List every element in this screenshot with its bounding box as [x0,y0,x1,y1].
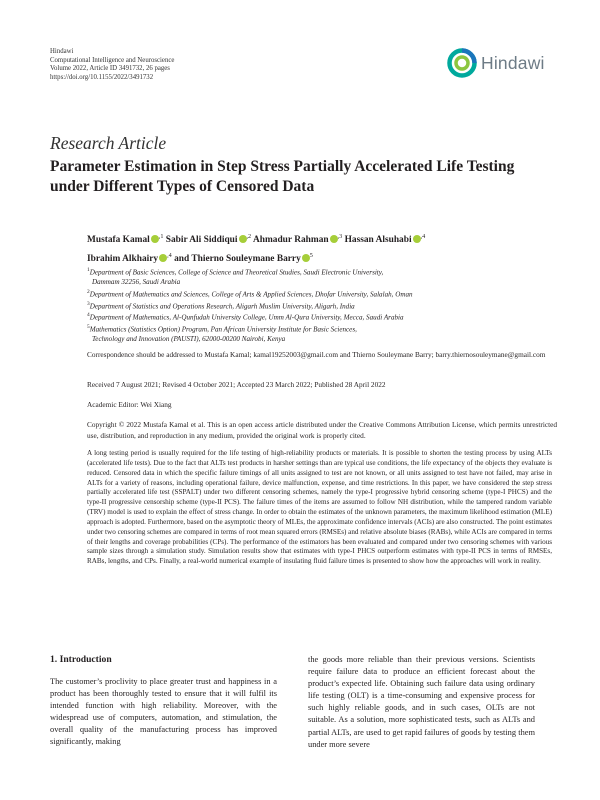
affiliation: $^2$Department of Mathematics and Sciences, College of Arts & Applied Sciences, Dhofar University, Salalah, Oman [87,288,413,298]
publisher-name: Hindawi [50,48,74,55]
author-list: Mustafa Kamal $^{,1}$ Sabir Ali Siddiqui $^{,2}$ Ahmadur Rahman $^{,3}$ Hassan Alsuhabi $^{,4}$ Ibrahim Alkhairy $^{,4}$ and Thierno Souleymane Barry $^5$ [87,233,426,265]
orcid-icon[interactable] [151,235,159,243]
affiliation: $^3$Department of Statistics and Operations Research, Aligarh Muslim University, Aligarh, India [87,300,355,310]
volume-info: Volume 2022, Article ID 3491732, 26 pages [50,65,170,73]
affiliation-list [87,266,557,345]
author-affiliation-number: ,4 [167,252,172,260]
journal-name: Computational Intelligence and Neuroscience [50,56,175,64]
paper-title: Parameter Estimation in Step Stress Partially Accelerated Life Testing under Different Types of Censored Data [50,158,515,195]
affiliation: $^1$Department of Basic Sciences, College of Science and Theoretical Studies, Saudi Electronic University, Dammam 32256, Saudi Arabia [87,267,384,286]
author-name: Ahmadur Rahman [252,235,329,246]
author-affiliation-number: ,2 [246,233,252,240]
logo-wordmark: Hindawi [481,52,545,73]
doi-link[interactable]: https://doi.org/10.1155/2022/3491732 [50,73,154,81]
affiliation: $^4$Department of Mathematics, Al-Qunfudah University College, Umm Al-Qura University, Mecca, Saudi Arabia [87,312,404,322]
intro-column-right: the goods more reliable than their previous versions. Scientists require failure data to produce an efficient forecast about the product’s expected life. Obtaining such failure data using ordinary life testing (OLT) is a time-consuming and expensive process for such highly reliable goods, and in such cases, OLTs are not suitable. As a solution, more sophisticated tests, such as ALTs and partial ALTs, are used to get rapid failures of goods by testing them under more severe [308,655,535,749]
orcid-icon[interactable] [239,235,247,243]
author-affiliation-number: ,3 [337,233,343,240]
section-heading: 1. Introduction [50,654,112,665]
orcid-icon[interactable] [330,235,338,243]
hindawi-logo-icon [447,48,477,78]
orcid-icon[interactable] [413,235,421,243]
author-affiliation-number: ,1 [158,233,164,240]
orcid-icon[interactable] [159,254,167,262]
author-affiliation-number: ,4 [420,233,426,240]
author-name: Sabir Ali Siddiqui [165,235,238,246]
correspondence: Correspondence should be addressed to Mustafa Kamal; kamal19252003@gmail.com and Thierno Souleymane Barry; barry.thiernosouleymane@gmail.com [87,350,546,359]
author-affiliation-number: 5 [309,252,313,260]
copyright-notice: Copyright © 2022 Mustafa Kamal et al. This is an open access article distributed under the Creative Commons Attribution License, which permits unrestricted use, distribution, and reproduction in any medium, provided the original work is properly cited. [87,420,557,440]
author-name: Ibrahim Alkhairy [87,254,159,265]
journal-header [50,48,174,82]
orcid-icon[interactable] [302,254,310,262]
academic-editor: Academic Editor: Wei Xiang [87,400,172,409]
abstract: A long testing period is usually required for the life testing of high-reliability products or materials. It is possible to shorten the testing process by using ALTs (accelerated life tests). Due to the fact that ALTs test products in harsher settings than are typical use conditions, the life expectancy of the objects they evaluate is reduced. Censored data in which the specific failure timings of all units assigned to test are not known, or all units assigned to test have not failed, may arise in ALTs for a variety of reasons, including operational failure, device malfunction, expense, and time restrictions. In this paper, we have considered the step stress partially accelerated life test (SSPALT) under two different censoring schemes, namely the type-I progressive hybrid censoring scheme (type-I PHCS) and the type-II progressive censorship scheme (type-II PCS). The failure times of the items are assumed to follow NH distribution, while the tampered random variable (TRV) model is used to explain the effect of stress change. In order to obtain the estimates of the unknown parameters, the maximum likelihood estimation (MLE) approach is adopted. Furthermore, based on the asymptotic theory of MLEs, the approximate confidence intervals (ACIs) are also constructed. The point estimates under two censoring schemes are compared in terms of root mean squared errors (RMSEs) and relative absolute biases (RABs), while ACIs are compared in terms of their lengths and coverage probabilities (CPs). The performance of the estimators has been evaluated and compared under two censoring schemes with various sample sizes through a simulation study. Simulation results show that estimates with type-I PHCS outperform estimates with type-II PCS in terms of RMSEs, RABs, lengths, and CPs. Finally, a real-world numerical example of insulating fluid failure times is presented to show how the approaches will work in reality. [87,449,552,566]
intro-column-left: The customer’s proclivity to place greater trust and happiness in a product has been thoroughly tested to ensure that it will fulfil its intended function with high reliability. Moreover, with the widespread use of computers, automation, and stimulation, the overall quality of the manufacturing process has improved significantly, making [50,677,277,747]
publication-dates: Received 7 August 2021; Revised 4 October 2021; Accepted 23 March 2022; Published 28 April 2022 [87,380,386,389]
article-type: Research Article [50,133,167,153]
author-name: Thierno Souleymane Barry [191,254,301,265]
hindawi-logo[interactable] [447,48,545,78]
author-name: Mustafa Kamal [87,235,150,246]
affiliation: $^5$Mathematics (Statistics Option) Program, Pan African University Institute for Basic Sciences, Technology and Innovation (PAUSTI), 62000-00200 Nairobi, Kenya [87,324,357,344]
author-name: Hassan Alsuhabi [344,235,412,246]
